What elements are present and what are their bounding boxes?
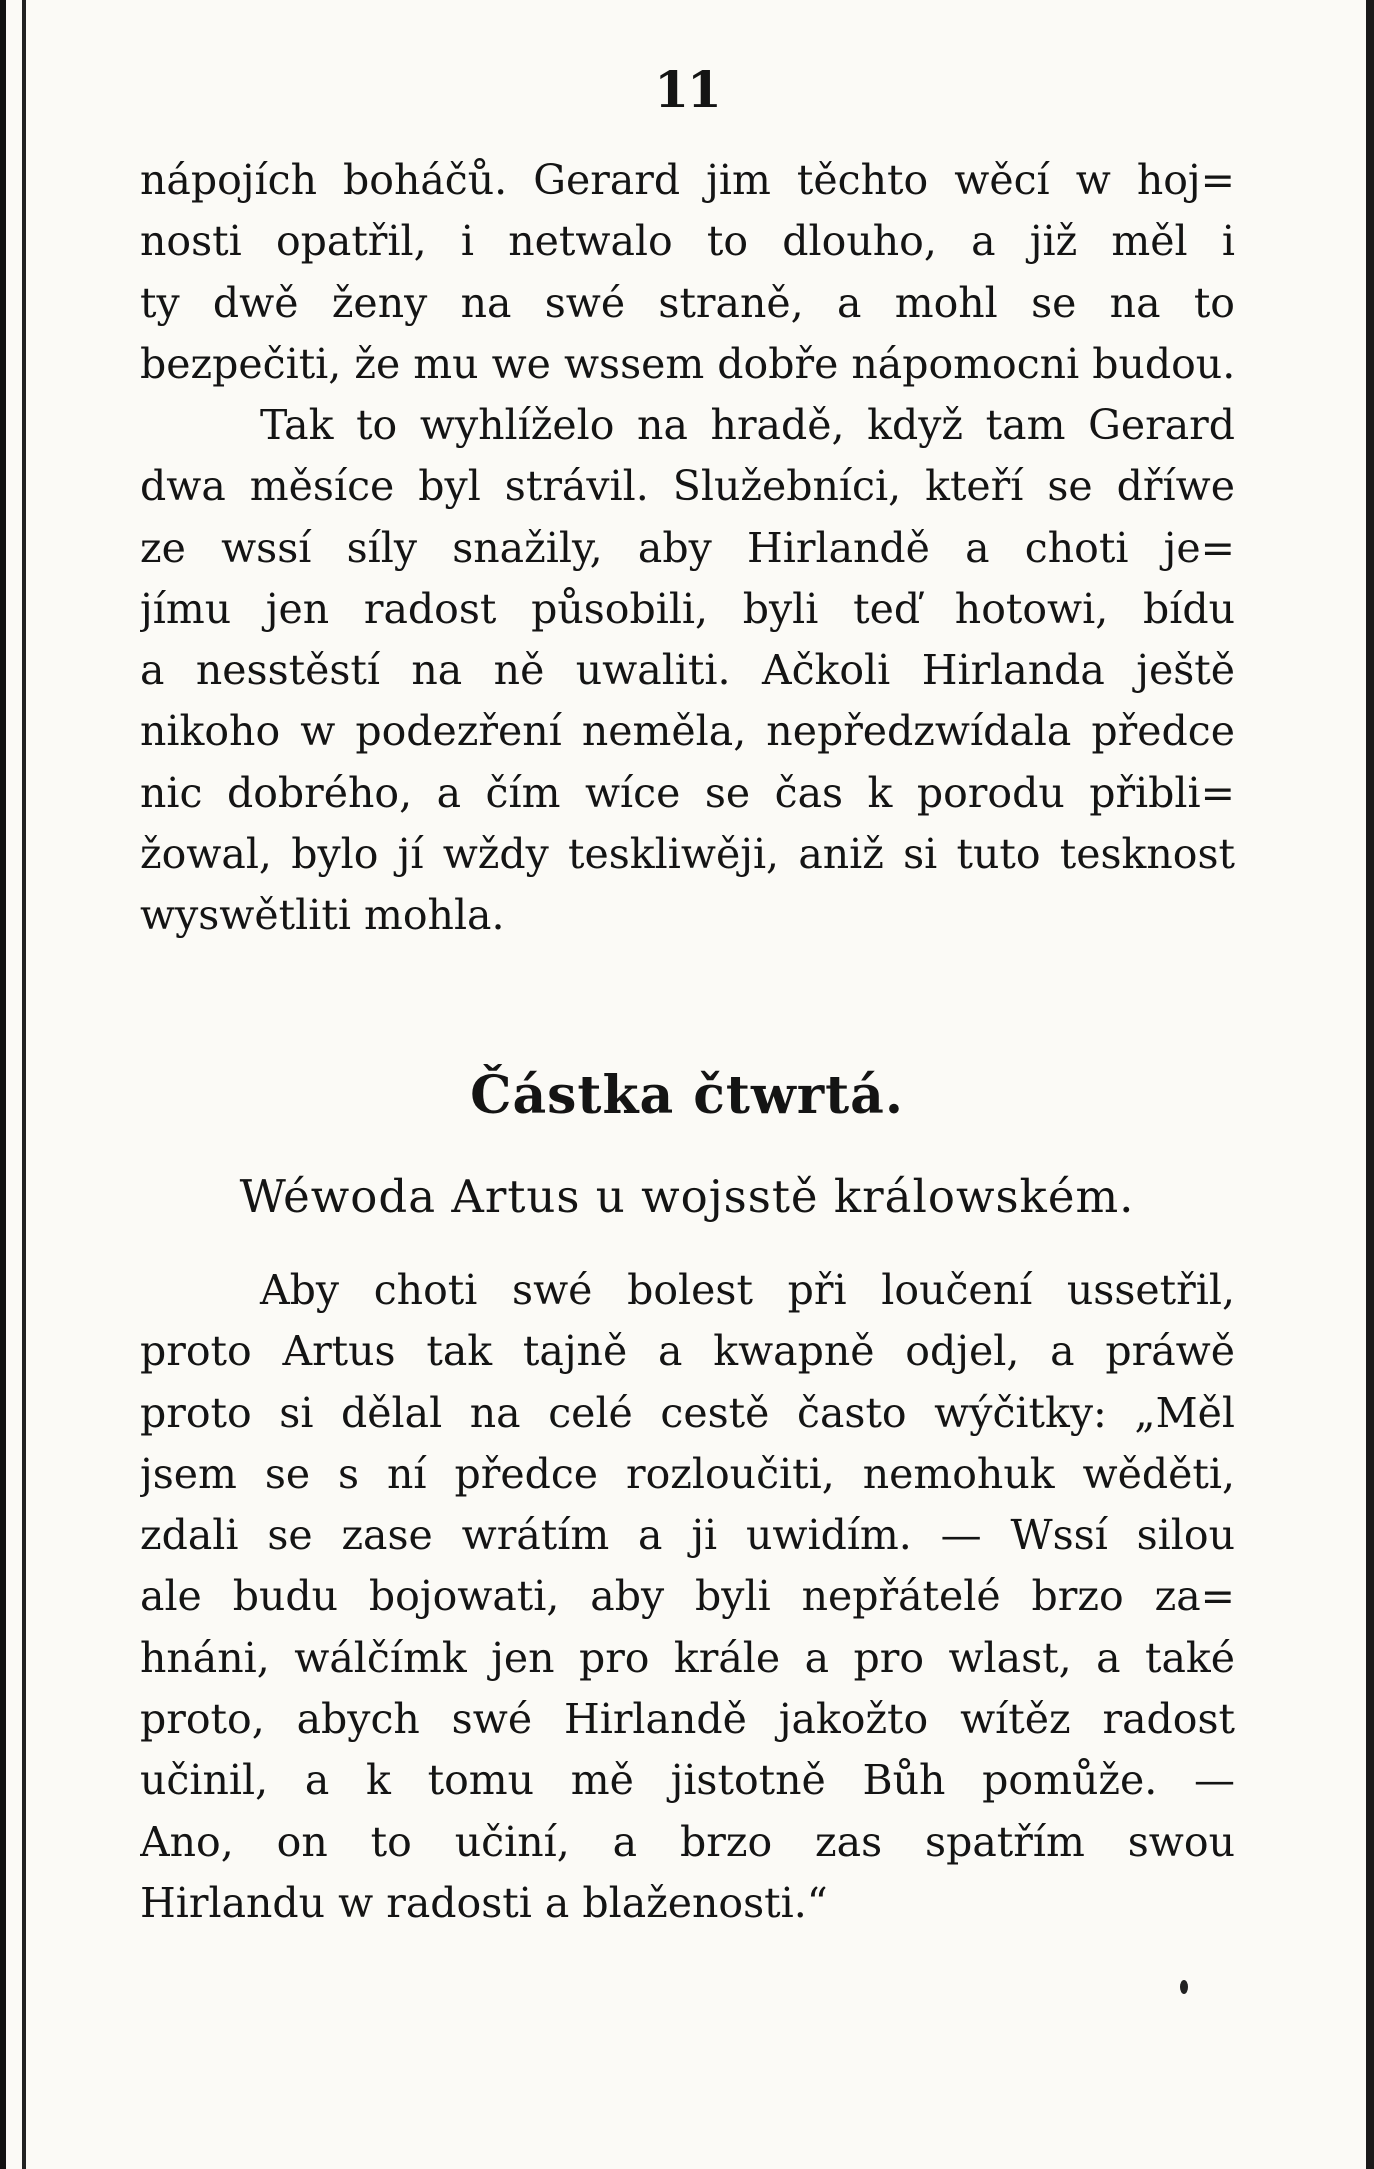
text-line: nikoho w podezření neměla, nepředzwídala předce xyxy=(140,707,1235,756)
text-line: ale budu bojowati, aby byli nepřátelé brzo za= xyxy=(140,1572,1235,1621)
text-line: žowal, bylo jí wždy teskliwěji, aniž si tuto tesknost xyxy=(140,830,1235,879)
text-line: ze wssí síly snažily, aby Hirlandě a choti je= xyxy=(140,523,1235,572)
text-line: proto Artus tak tajně a kwapně odjel, a práwě xyxy=(140,1327,1235,1376)
text-line: proto si dělal na celé cestě často wýčitky: „Měl xyxy=(140,1388,1235,1437)
text-line: učinil, a k tomu mě jistotně Bůh pomůže. — xyxy=(140,1756,1235,1805)
text-line: a nesstěstí na ně uwaliti. Ačkoli Hirlanda ještě xyxy=(140,646,1235,695)
text-line: nosti opatřil, i netwalo to dlouho, a již měl i xyxy=(140,217,1235,266)
text-line: bezpečiti, že mu we wssem dobře nápomocni budou. xyxy=(140,339,1235,388)
text-line: wyswětliti mohla. xyxy=(140,891,505,940)
text-line: proto, abych swé Hirlandě jakožto wítěz radost xyxy=(140,1695,1235,1744)
text-line: nic dobrého, a čím wíce se čas k porodu přibli= xyxy=(140,768,1235,817)
text-line: dwa měsíce byl strávil. Služebníci, kteří se dříwe xyxy=(140,462,1235,511)
text-line: Ano, on to učiní, a brzo zas spatřím swou xyxy=(140,1817,1235,1866)
page-number: 11 xyxy=(654,60,720,119)
paragraph-third xyxy=(140,1260,1235,1934)
text-line: jsem se s ní předce rozloučiti, nemohuk wěděti, xyxy=(140,1449,1235,1498)
text-line: Hirlandu w radosti a blaženosti.“ xyxy=(140,1878,828,1927)
text-line: nápojích boháčů. Gerard jim těchto wěcí w hoj= xyxy=(140,156,1235,204)
text-line: zdali se zase wrátím a ji uwidím. — Wssí silou xyxy=(140,1511,1235,1560)
text-line: Tak to wyhlíželo na hradě, když tam Gerard xyxy=(260,401,1235,449)
chapter-heading: Částka čtwrtá. xyxy=(470,1065,904,1126)
text-line: jímu jen radost působili, byli teď hotowi, bídu xyxy=(140,584,1235,633)
paragraph-continuation xyxy=(140,150,1235,395)
text-line: ty dwě ženy na swé straně, a mohl se na to xyxy=(140,278,1235,327)
text-line: hnáni, wálčímk jen pro krále a pro wlast, a také xyxy=(140,1633,1235,1682)
ink-speck xyxy=(1180,1980,1188,1994)
chapter-subtitle: Wéwoda Artus u wojsstě králowském. xyxy=(239,1170,1135,1223)
text-line: Aby choti swé bolest při loučení ussetřil, xyxy=(260,1266,1235,1314)
paragraph-second xyxy=(140,395,1235,947)
